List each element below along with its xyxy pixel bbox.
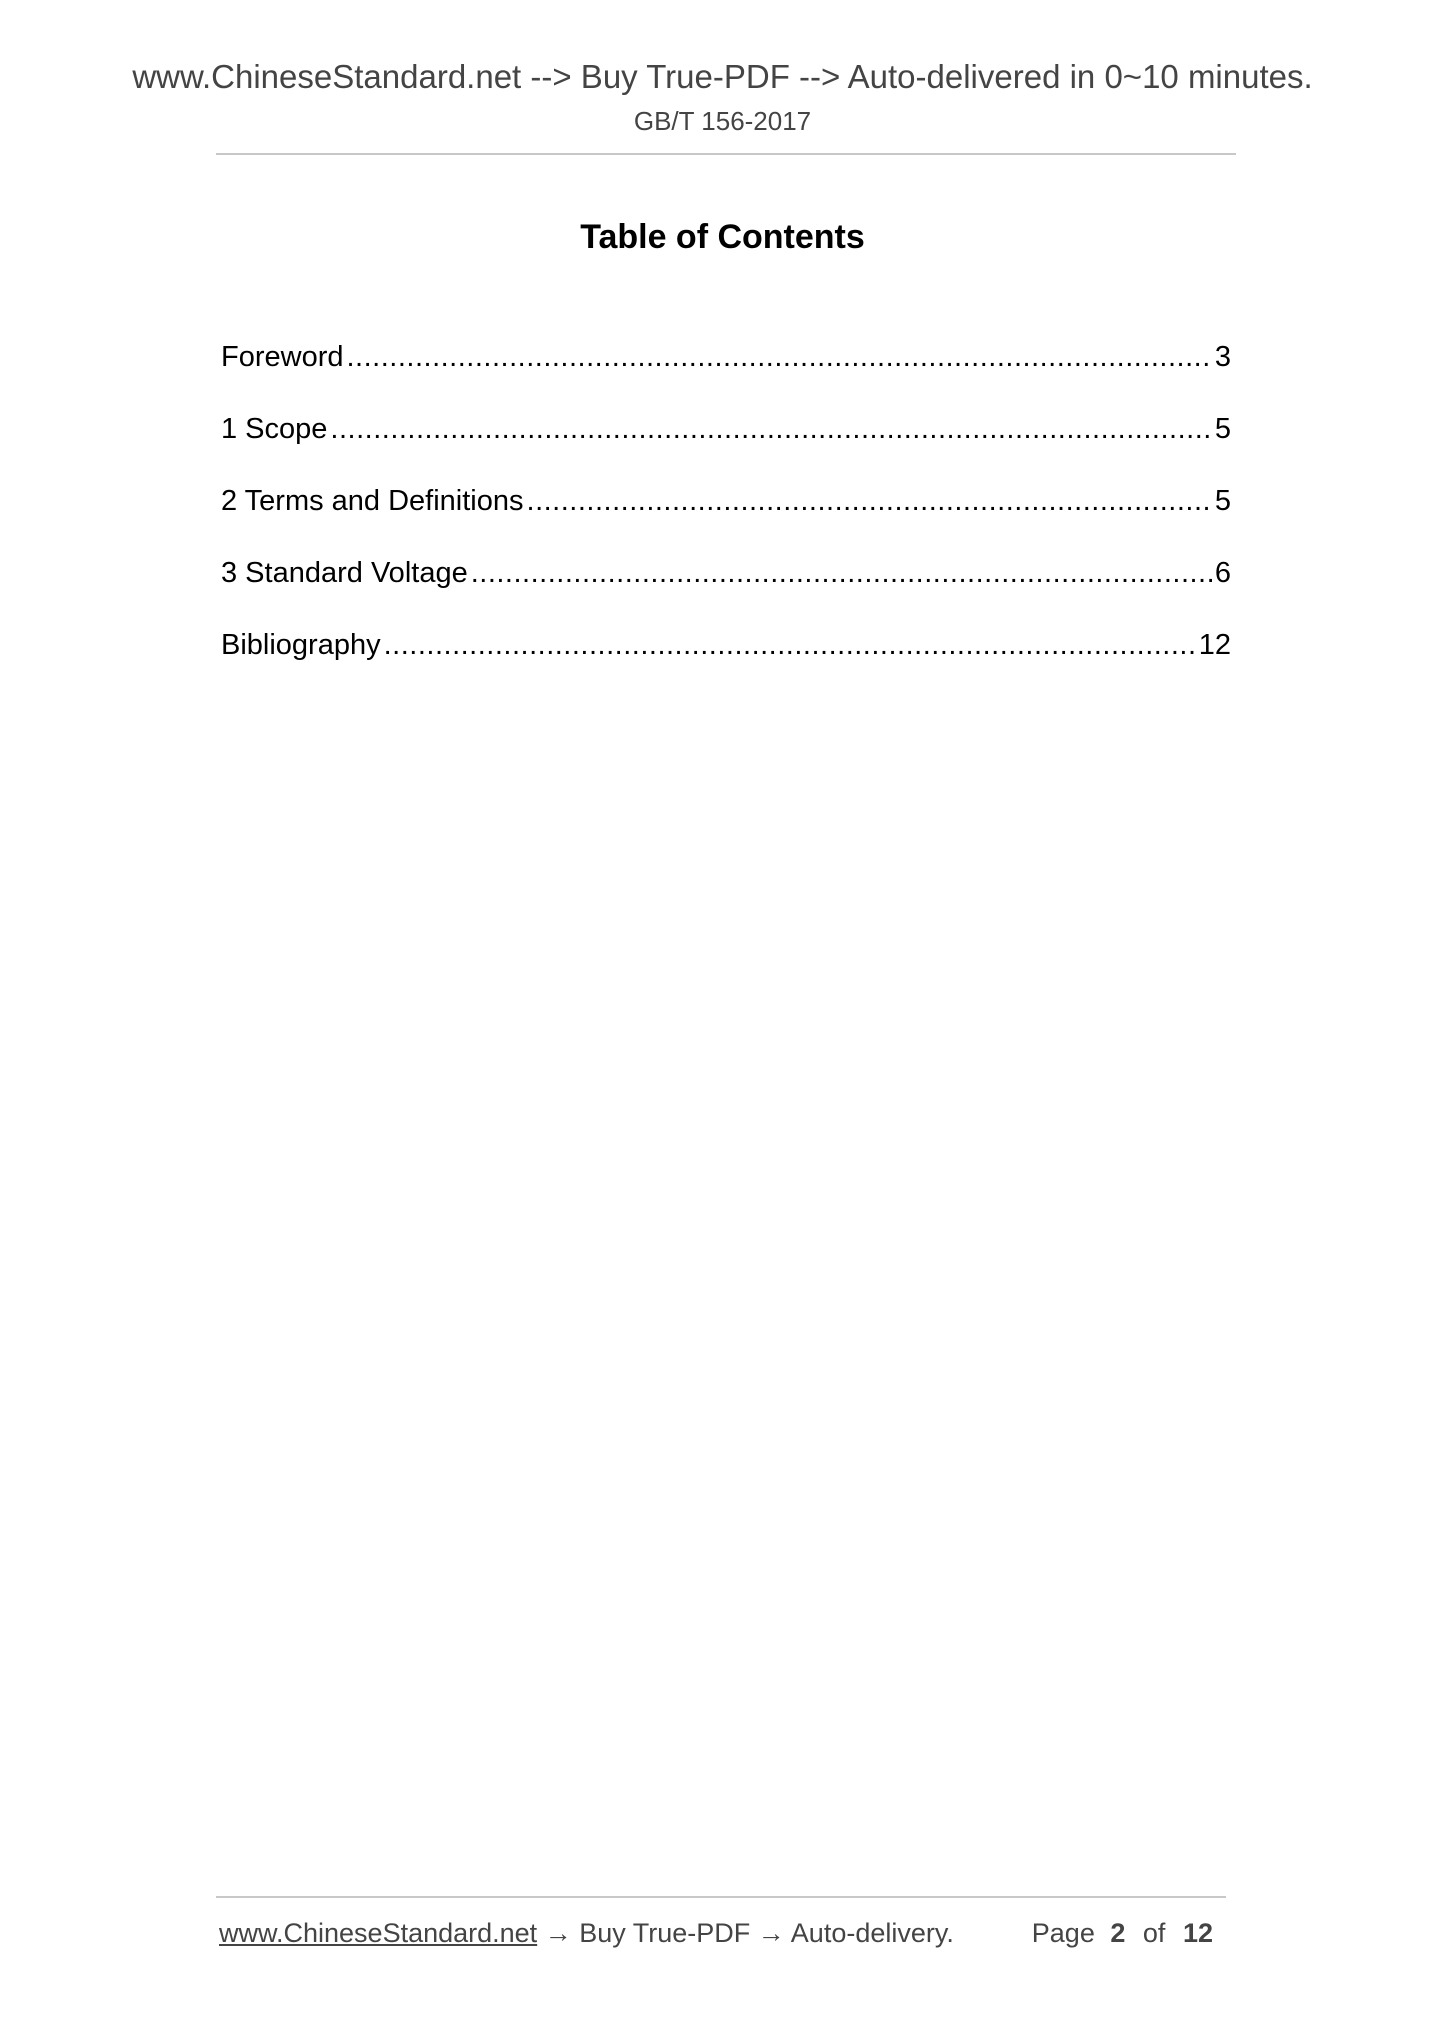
page-footer: [219, 1918, 1225, 1958]
toc-entry-bibliography[interactable]: [221, 626, 1231, 698]
footer-buy-text: Buy True-PDF: [579, 1918, 751, 1948]
toc-entry-page: 6: [1214, 557, 1231, 589]
document-id: GB/T 156-2017: [633, 106, 812, 136]
toc-entry-page: 3: [1214, 341, 1231, 373]
toc-entry-label: 2 Terms and Definitions: [221, 485, 524, 517]
footer-delivery-text: Auto-delivery.: [790, 1918, 954, 1948]
toc-leader-dots: [330, 410, 1211, 448]
total-pages-number: 12: [1182, 1918, 1213, 1948]
toc-entry-page: 5: [1214, 485, 1231, 517]
arrow-right-icon: →: [544, 1918, 572, 1948]
toc-entry-foreword[interactable]: [221, 338, 1231, 410]
toc-entry-label: Bibliography: [221, 629, 381, 661]
site-link[interactable]: www.ChineseStandard.net: [219, 1918, 538, 1948]
table-of-contents: [221, 338, 1231, 698]
current-page-number: 2: [1110, 1918, 1126, 1948]
toc-entry-terms-and-definitions[interactable]: [221, 482, 1231, 554]
header-banner: www.ChineseStandard.net --> Buy True-PDF --> Auto-delivered in 0~10 minutes.: [132, 58, 1313, 95]
toc-title: Table of Contents: [580, 218, 865, 256]
toc-entry-standard-voltage[interactable]: [221, 554, 1231, 626]
toc-entry-label: 1 Scope: [221, 413, 328, 445]
footer-promo: [219, 1918, 954, 1949]
toc-leader-dots: [347, 338, 1212, 376]
toc-leader-dots: [471, 554, 1212, 592]
toc-entry-scope[interactable]: [221, 410, 1231, 482]
footer-divider: [216, 1896, 1226, 1898]
of-word: of: [1142, 1918, 1166, 1948]
arrow-right-icon: →: [757, 1918, 785, 1948]
toc-leader-dots: [384, 626, 1196, 664]
page-number: [1032, 1918, 1221, 1949]
toc-entry-label: 3 Standard Voltage: [221, 557, 468, 589]
page-word: Page: [1031, 1918, 1095, 1948]
toc-entry-label: Foreword: [221, 341, 344, 373]
toc-leader-dots: [527, 482, 1212, 520]
toc-entry-page: 5: [1214, 413, 1231, 445]
header-divider: [216, 153, 1236, 155]
toc-entry-page: 12: [1198, 629, 1231, 661]
